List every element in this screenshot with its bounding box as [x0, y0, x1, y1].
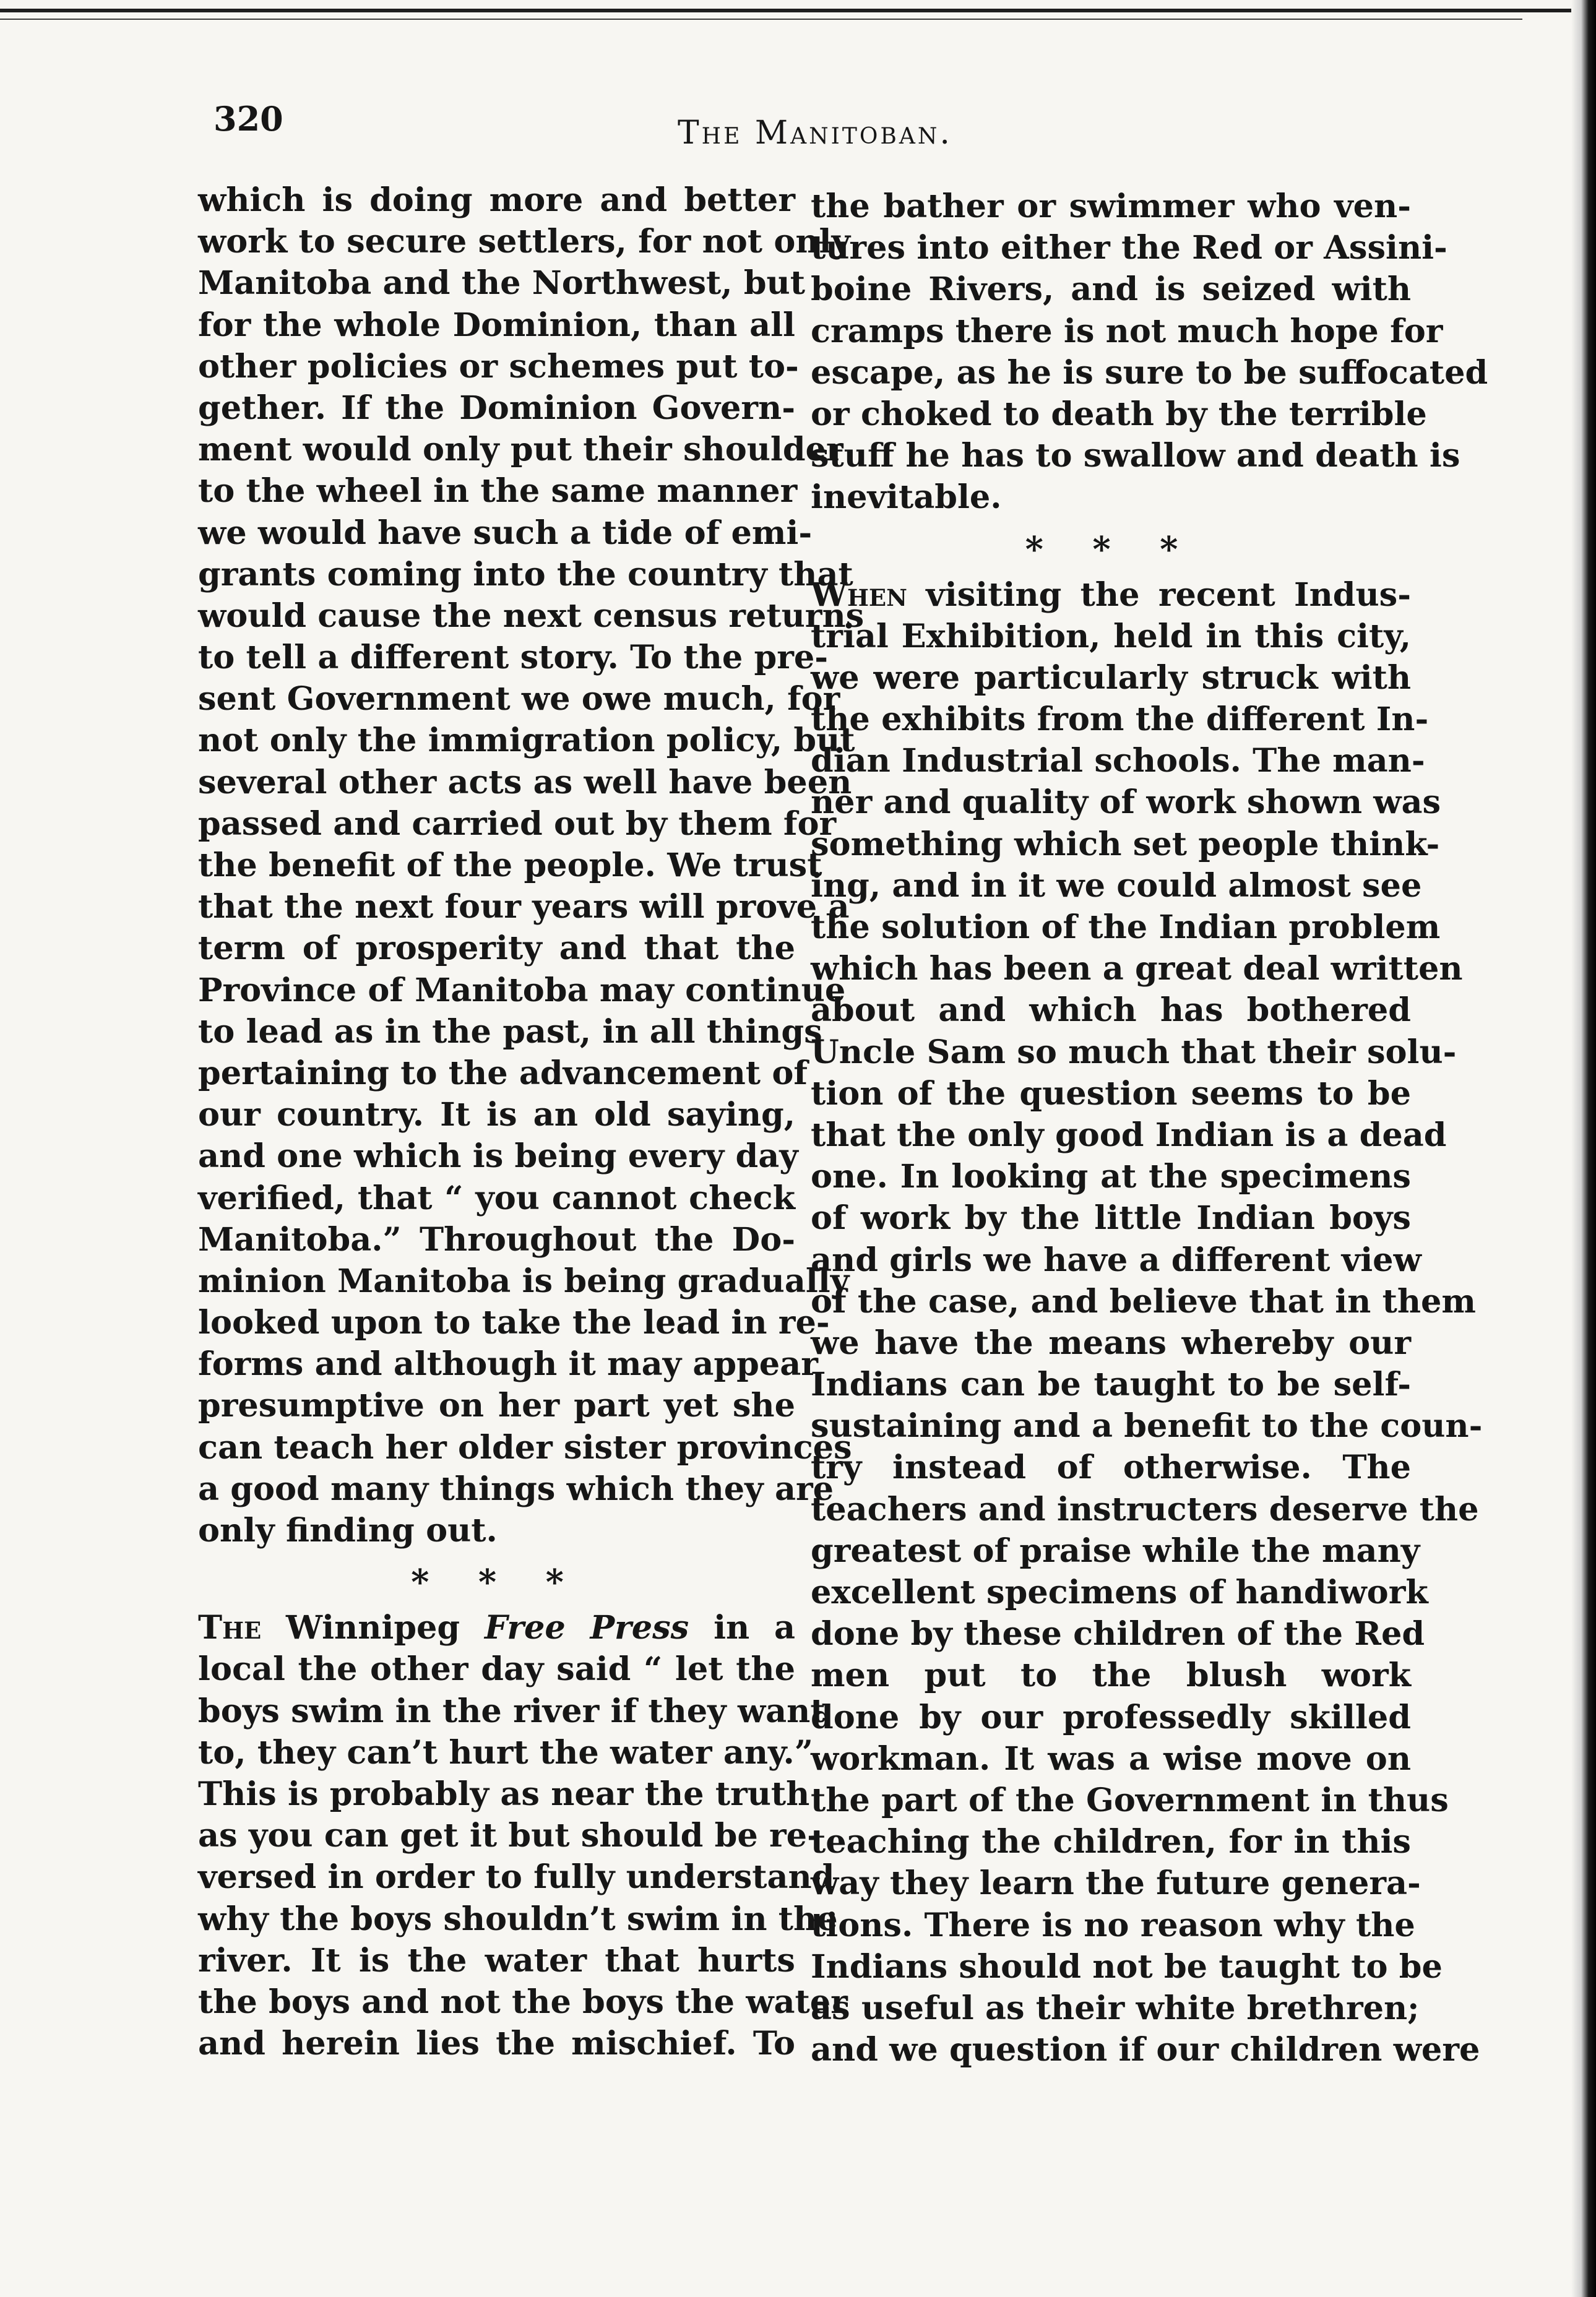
text-line: Manitoba.” Throughout the Do- [198, 1220, 795, 1259]
text-line: several other acts as well have been [198, 763, 852, 801]
text-line: boine Rivers, and is seized with [811, 270, 1411, 309]
text-line: not only the immigration policy, but [198, 722, 855, 760]
text-line: to, they can’t hurt the water any.” [198, 1733, 813, 1772]
lead-word: When [811, 575, 907, 614]
text-line: can teach her older sister provinces [198, 1428, 852, 1467]
text-line: looked upon to take the lead in re- [198, 1304, 830, 1342]
section-separator: * * * [1025, 528, 1197, 570]
text-line: done by these children of the Red [811, 1615, 1425, 1653]
text-line: as useful as their white brethren; [811, 1989, 1420, 2027]
paragraph-first-line: When visiting the recent Indus- [811, 575, 1411, 614]
text-line: tions. There is no reason why the [811, 1906, 1415, 1944]
text-line: tures into either the Red or Assini- [811, 229, 1447, 267]
text-line: ment would only put their shoulder [198, 431, 843, 469]
publication-title: Free Press [484, 1609, 689, 1647]
text-line: verified, that “ you cannot check [198, 1179, 795, 1217]
text-line: workman. It was a wise move on [811, 1739, 1411, 1778]
text-line: term of prosperity and that the [198, 929, 795, 968]
right-column [811, 186, 1488, 2071]
text-line: or choked to death by the terrible [811, 395, 1427, 433]
section-separator: * * * [411, 1562, 582, 1603]
text-line: trial Exhibition, held in this city, [811, 617, 1411, 655]
text-line: of the case, and believe that in them [811, 1282, 1476, 1321]
text-line: minion Manitoba is being gradually [198, 1262, 850, 1300]
text-line: Indians should not be taught to be [811, 1947, 1443, 1986]
lead-word: The [198, 1609, 262, 1647]
page-binding-edge [1571, 0, 1596, 2297]
text-line: river. It is the water that hurts [198, 1941, 795, 1980]
text-line: Indians can be taught to be self- [811, 1366, 1411, 1404]
left-paragraph-2 [198, 1607, 848, 2064]
text-line: one. In looking at the specimens [811, 1158, 1411, 1196]
text-line: the exhibits from the different In- [811, 700, 1429, 739]
text-line: which is doing more and better [198, 181, 795, 219]
text-line: done by our professedly skilled [811, 1698, 1411, 1736]
text-line: about and which has bothered [811, 991, 1411, 1030]
text-line: something which set people think- [811, 825, 1440, 863]
text-line: would cause the next census returns [198, 597, 865, 635]
text-line: Province of Manitoba may continue [198, 971, 846, 1009]
text-line: Uncle Sam so much that their solu- [811, 1033, 1457, 1071]
text-line: we were particularly struck with [811, 658, 1411, 697]
text-line: work to secure settlers, for not only [198, 223, 850, 261]
text-line: the benefit of the people. We trust [198, 847, 822, 884]
top-border-rule [0, 9, 1596, 12]
text-line: boys swim in the river if they want [198, 1692, 826, 1730]
text-line: sustaining and a benefit to the coun- [811, 1407, 1483, 1446]
text-line: tion of the question seems to be [811, 1074, 1411, 1113]
running-title: The Manitoban. [678, 114, 952, 152]
page-number: 320 [214, 99, 283, 139]
text-line: and girls we have a different view [811, 1241, 1421, 1279]
text-line: of work by the little Indian boys [811, 1199, 1411, 1238]
text-line: presumptive on her part yet she [198, 1387, 795, 1425]
text-line: forms and although it may appear [198, 1345, 818, 1384]
text-line: teachers and instructers deserve the [811, 1490, 1479, 1528]
text-line: way they learn the future genera- [811, 1864, 1421, 1903]
text-line: and one which is being every day [198, 1137, 798, 1176]
text-line: only finding out. [198, 1512, 498, 1549]
text-line: the bather or swimmer who ven- [811, 187, 1411, 225]
text-line: to lead as in the past, in all things [198, 1012, 822, 1051]
text-line: try instead of otherwise. The [811, 1449, 1411, 1487]
text-line: sent Government we owe much, for [198, 680, 840, 718]
text-line: pertaining to the advancement of [198, 1054, 808, 1092]
text-line: our country. It is an old saying, [198, 1096, 795, 1134]
text-line: that the next four years will prove a [198, 888, 850, 926]
text-line: ner and quality of work shown was [811, 783, 1441, 822]
text-line: as you can get it but should be re- [198, 1817, 821, 1855]
text-line: ing, and in it we could almost see [811, 866, 1422, 905]
text-line: cramps there is not much hope for [811, 312, 1443, 350]
text-line: why the boys shouldn’t swim in the [198, 1900, 838, 1938]
text-line: stuff he has to swallow and death is [811, 437, 1460, 475]
top-thin-rule [0, 19, 1522, 20]
text-line: teaching the children, for in this [811, 1823, 1411, 1861]
text-line: to the wheel in the same manner [198, 472, 798, 511]
text-line: This is probably as near the truth [198, 1775, 810, 1813]
right-paragraph-1 [811, 186, 1488, 519]
text-line: escape, as he is sure to be suffocated [811, 353, 1488, 392]
text-line: to tell a different story. To the pre- [198, 639, 829, 677]
text-line: passed and carried out by them for [198, 804, 837, 843]
text-line: versed in order to fully understand [198, 1858, 835, 1897]
text-line: inevitable. [811, 478, 1002, 517]
text-line: the boys and not the boys the water [198, 1983, 848, 2021]
text-line: the solution of the Indian problem [811, 908, 1441, 946]
text-line: the part of the Government in thus [811, 1781, 1449, 1819]
text-line: which has been a great deal written [811, 950, 1463, 988]
right-paragraph-2 [811, 574, 1483, 2071]
text-line: Manitoba and the Northwest, but [198, 264, 805, 303]
text-line: a good many things which they are [198, 1470, 834, 1508]
text-line: for the whole Dominion, than all [198, 306, 795, 344]
text-line: we would have such a tide of emi- [198, 514, 813, 552]
text-line: men put to the blush work [811, 1657, 1411, 1695]
paragraph-first-line: The Winnipeg Free Press in a [198, 1609, 796, 1647]
text-line: local the other day said “ let the [198, 1650, 795, 1689]
text-line: that the only good Indian is a dead [811, 1116, 1447, 1154]
text-line: and herein lies the mischief. To [198, 2025, 795, 2063]
text-line: we have the means whereby our [811, 1324, 1411, 1362]
text-line: and we question if our children were [811, 2031, 1480, 2069]
text-line: excellent specimens of handiwork [811, 1574, 1428, 1611]
text-line: gether. If the Dominion Govern- [198, 389, 795, 427]
text-line: dian Industrial schools. The man- [811, 742, 1425, 780]
text-line: greatest of praise while the many [811, 1532, 1420, 1570]
text-line: grants coming into the country that [198, 555, 853, 593]
text-line: other policies or schemes put to- [198, 347, 799, 386]
